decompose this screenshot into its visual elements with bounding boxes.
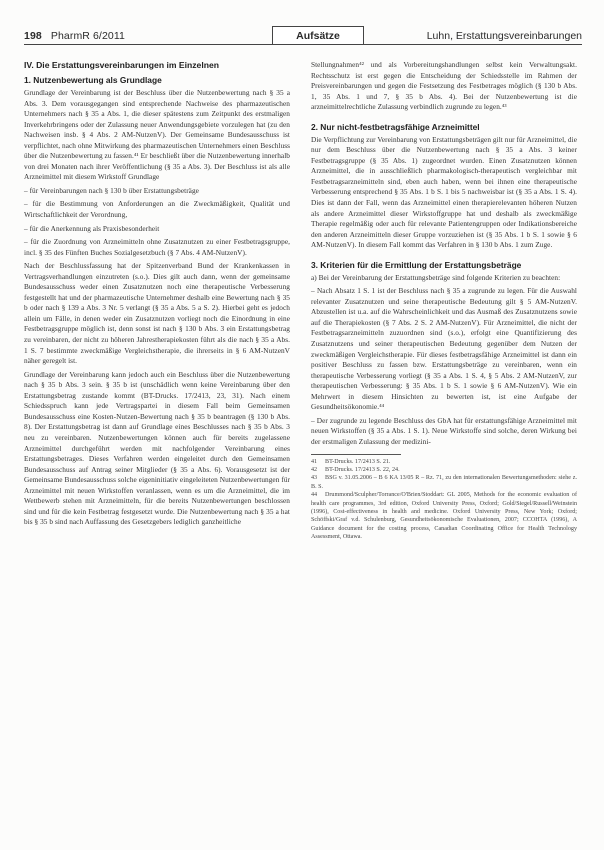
footnote <box>311 466 577 474</box>
footnotes <box>311 458 577 542</box>
header-left <box>24 30 125 42</box>
list-item: – für die Bestimmung von Anforderungen an die Zweckmäßigkeit, Qualität und Wirtschaftlichkeit der Verordnung, <box>24 199 290 220</box>
list-item: – für die Anerkennung als Praxisbesonderheit <box>24 223 160 233</box>
paragraph: Grundlage der Vereinbarung kann jedoch auch ein Beschluss über die Nutzenbewertung nach § 35 b Abs. 3 sein. § 35 b ist (unschädlich wenn keine Vereinbarung über den Erstattungsbetrag zustande kommt (BT-Drucks. 17/2413, 23, 31). Nach einem Schiedsspruch kann jede Vertragspartei in diesem Fall beim Gemeinsamen Bundesausschuss eine Kosten-Nutzen-Bewertung nach § 35 b beantragen (§ 130 b Abs. 8). Der Erstattungsbetrag ist dann auf Grundlage eines Beschlusses nach § 35 b Abs. 3 neu zu vereinbaren. Nutzenbewertungen können auch für bereits zugelassene Arzneimittel durchgeführt werden mit nachfolgender Vereinbarung eines Erstattungsbetrages. Dieses Verfahren werden eingeleitet durch den Gemeinsamen Bundesausschuss auf Antrag seiner Mitglieder (§ 35 a Abs. 6). Vorausgesetzt ist der Gemeinsame Bundesausschuss solche eigeninitiativ eingeleiteten Nutzenbewertungen für Arzneimittel mit neuen Wirkstoffen veranlassen, wenn es um die Arzneimittel, die im Wettbewerb stehen mit Arzneimitteln, für die bereits Nutzenbewertungen beschlossen sind und für die kein Festbetrag festgesetzt wurde. Die Nutzenbewertung nach § 35 a hat bis § 35 b sind nach Auffassung des Gesetzgebers lediglich ganzheitliche <box>24 369 290 527</box>
footnote-number: 41 <box>311 458 318 465</box>
footnote-text: BSG v. 31.05.2006 – B 6 KA 13/05 R – Rz. 71, zu den internationalen Bewertungsmethoden: siehe z. B. S. <box>311 475 577 490</box>
subsection-heading: 3. Kriterien für die Ermittlung der Erstattungsbeträge <box>311 259 522 270</box>
paragraph: Grundlage der Vereinbarung ist der Beschluss über die Nutzenbewertung nach § 35 a Abs. 3. Dem vorausgegangen sind entsprechende Nachweise des pharmazeutischen Unternehmers nach § 35 a Abs. 1, die dieser spätestens zum Zeitpunkt des erstmaligen Inverkehrbringens oder der Zulassung neuer Anwendungsgebiete vorzulegen hat (zu den Nachweisen insb. § 4 Abs. 2 AM-NutzenV). Der Gemeinsame Bundesausschuss ist verpflichtet, nach ohne Mitwirkung des pharmazeutischen Unternehmers einen Beschluss über die Nutzenbewertung zu fassen.⁴¹ Er beschließt über die Nutzenbewertung innerhalb von drei Monaten nach ihrer Veröffentlichung (§ 35 a Abs. 3). Der Beschluss ist als alle Arzneimittel mit diesem Wirkstoff Grundlage <box>24 88 290 182</box>
footnote-text: BT-Drucks. 17/2413 S. 22, 24. <box>325 466 400 473</box>
footnote-rule <box>311 454 401 455</box>
page-number: 198 <box>24 30 42 42</box>
section-label: Aufsätze <box>272 26 364 44</box>
footnote-text: Drummond/Sculpher/Torrance/O'Brien/Stoddart: GL 2005, Methods for the economic evaluation of health care programmes, 3rd edition, Oxford University Press, Oxford; Gold/Siegel/Russell/Weinstein (1996), Cost-effectiveness in health and medicine. Oxford University Press, New York; Oxford; Schöffski/Graf v.d. Schulenburg, Gesundheitsökonomische Evaluationen, 2007; CCOHTA (1996), A Guidance document for the costing process, Canadian Coordinating Office for Health Technology Assessment, Ottawa. <box>311 492 577 541</box>
header-rule <box>24 44 582 45</box>
footnote-number: 42 <box>311 466 318 473</box>
footnote-number: 44 <box>311 492 318 499</box>
subsection-heading: 2. Nur nicht-festbetragsfähige Arzneimittel <box>311 121 480 132</box>
footnote-number: 43 <box>311 475 318 482</box>
paragraph: – Der zugrunde zu legende Beschluss des GbA hat für erstattungsfähige Arzneimittel mit neuen Wirkstoffen (§ 35 a Abs. 1 S. 1). Neue Wirkstoffe sind solche, deren Wirkung bei der erstmaligen Zulassung der medizini- <box>311 415 577 446</box>
paragraph: a) Bei der Vereinbarung der Erstattungsbeträge sind folgende Kriterien zu beachten: <box>311 272 561 282</box>
subsection-heading: 1. Nutzenbewertung als Grundlage <box>24 75 162 85</box>
journal-issue: PharmR 6/2011 <box>50 30 125 42</box>
list-item: – für die Zuordnung von Arzneimitteln ohne Zusatznutzen zu einer Festbetragsgruppe, incl. § 35 des Fünften Buches Sozialgesetzbuch (§ 7 Abs. 4 AM-NutzenV). <box>24 237 290 257</box>
list-item: – für Vereinbarungen nach § 130 b über Erstattungsbeträge <box>24 185 199 195</box>
footnote <box>311 458 577 466</box>
section-heading: IV. Die Erstattungsvereinbarungen im Einzelnen <box>24 60 219 70</box>
left-column <box>24 60 290 528</box>
running-header <box>24 26 582 46</box>
right-column <box>311 60 577 542</box>
paragraph: Stellungnahmen⁴² und als Vorbereitungshandlungen selbst kein Verwaltungsakt. Rechtsschutz ist erst gegen die Entscheidung der Schiedsstelle im Rahmen der Preisvereinbarungen und gegen die Festsetzung des Festbetrages möglich (§ 130 b Abs. 1, 35 Abs. 1 und 7, § 35 b Abs. 4). Bei der Nutzenbewertung ist die arzneimittelrechtliche Zulassung verbindlich zugrunde zu legen.⁴³ <box>311 60 577 112</box>
footnote-text: BT-Drucks. 17/2413 S. 21. <box>325 458 391 465</box>
paragraph: – Nach Absatz 1 S. 1 ist der Beschluss nach § 35 a zugrunde zu legen. Für die Auswahl relevanter Zusatznutzen und seine therapeutische Bedeutung gilt § 5 AM-NutzenV. Abzustellen ist u.a. auf die Wahrscheinlichkeit und das Ausmaß des Zusatznutzens sowie auf die Therapiekosten (§ 7 Abs. 2 S. 2 AM-NutzenV). Für Arzneimittel, die nicht der Festbetragsarzneimitteln zuzuordnen sind (s.o.), erfolgt eine Quantifizierung des Zusatznutzens und seiner therapeutischen Bedeutung gegenüber dem Nutzen der zweckmäßigen Vergleichstherapie. Für dieses festbetragsfähige Arzneimittel ist dann ein positiver Beschluss zu fassen bzw. Erstattungsbeträge zu vereinbaren, wenn ein therapeutische Verbesserung vorliegt (§ 35 a Abs. 1 S. 4, § 5 Abs. 2 AM-NutzenV, zur therapeutischen Verbesserung: § 35 Abs. 1 b S. 1 sowie § 6 AM-NutzenV). Wie ein Mehrwert in diesem Hinsichten zu bewerten ist, ist eine Aufgabe der Gesundheitsökonomie.⁴⁴ <box>311 286 577 412</box>
paragraph: Nach der Beschlussfassung hat der Spitzenverband Bund der Krankenkassen in Vertragsverhandlungen einzutreten (s.o.). Dies gilt auch dann, wenn der gemeinsame Bundesausschuss weder einen Zusatznutzen noch eine therapeutische Verbesserung festgestellt hat und der pharmazeutische Unternehmer deshalb eine Bewertung nach § 35 b oder nach § 139 a Abs. 3 Nr. 5 verlangt (§ 35 a Abs. 5 a S. 2). Hierbei geht es jedoch allein um Fälle, in denen weder ein Zusatznutzen vorliegt noch die Einordnung in eine Festbetragsgruppe möglich ist, denn sonst ist nach § 130 b Abs. 3 ein Erstattungsbetrag zu vereinbaren, der nicht zu höheren Jahrestherapiekosten führt als die nach § 35 a Abs. 1 S. 7 bestimmte zweckmäßige Vergleichstherapie, die ihrerseits in § 6 AM-NutzenV näher geregelt ist. <box>24 261 290 366</box>
running-title: Luhn, Erstattungsvereinbarungen <box>426 30 582 42</box>
footnote <box>311 491 577 541</box>
paragraph: Die Verpflichtung zur Vereinbarung von Erstattungsbeträgen gilt nur für Arzneimittel, die nur dem Beschluss über die Nutzenbewertung nach § 35 a Abs. 3 keiner Festbetragsgruppe (§ 35 Abs. 1) zugeordnet wurden. Einen Zusatznutzen können Arzneimittel, die in ausschließlich pharmakologisch-therapeutisch vergleichbar mit Festbetragsarzneimitteln sind, eben auch haben, wenn bei ihnen eine therapeutische Verbesserung entsprechend § 35 Abs. 1 b S. 1 bis 5 nachweisbar ist (§ 35 a Abs. 1 S. 4). Dies ist dann der Fall, wenn das Arzneimittel einen therapierelevanten höheren Nutzen als andere Arzneimittel dieser Wirkstoffgruppe hat und deshalb als zweckmäßige Therapie regelmäßig oder auch für relevante Patientengruppen oder Indikationsbereiche den anderen Arzneimitteln dieser Gruppe vorzuziehen ist (§ 35 Abs. 1 b S. 1 sowie § 6 AM-NutzenV). In diesem Fall kommt das Verfahren in § 130 b Abs. 1 zum Zuge. <box>311 134 577 250</box>
footnote <box>311 474 577 491</box>
